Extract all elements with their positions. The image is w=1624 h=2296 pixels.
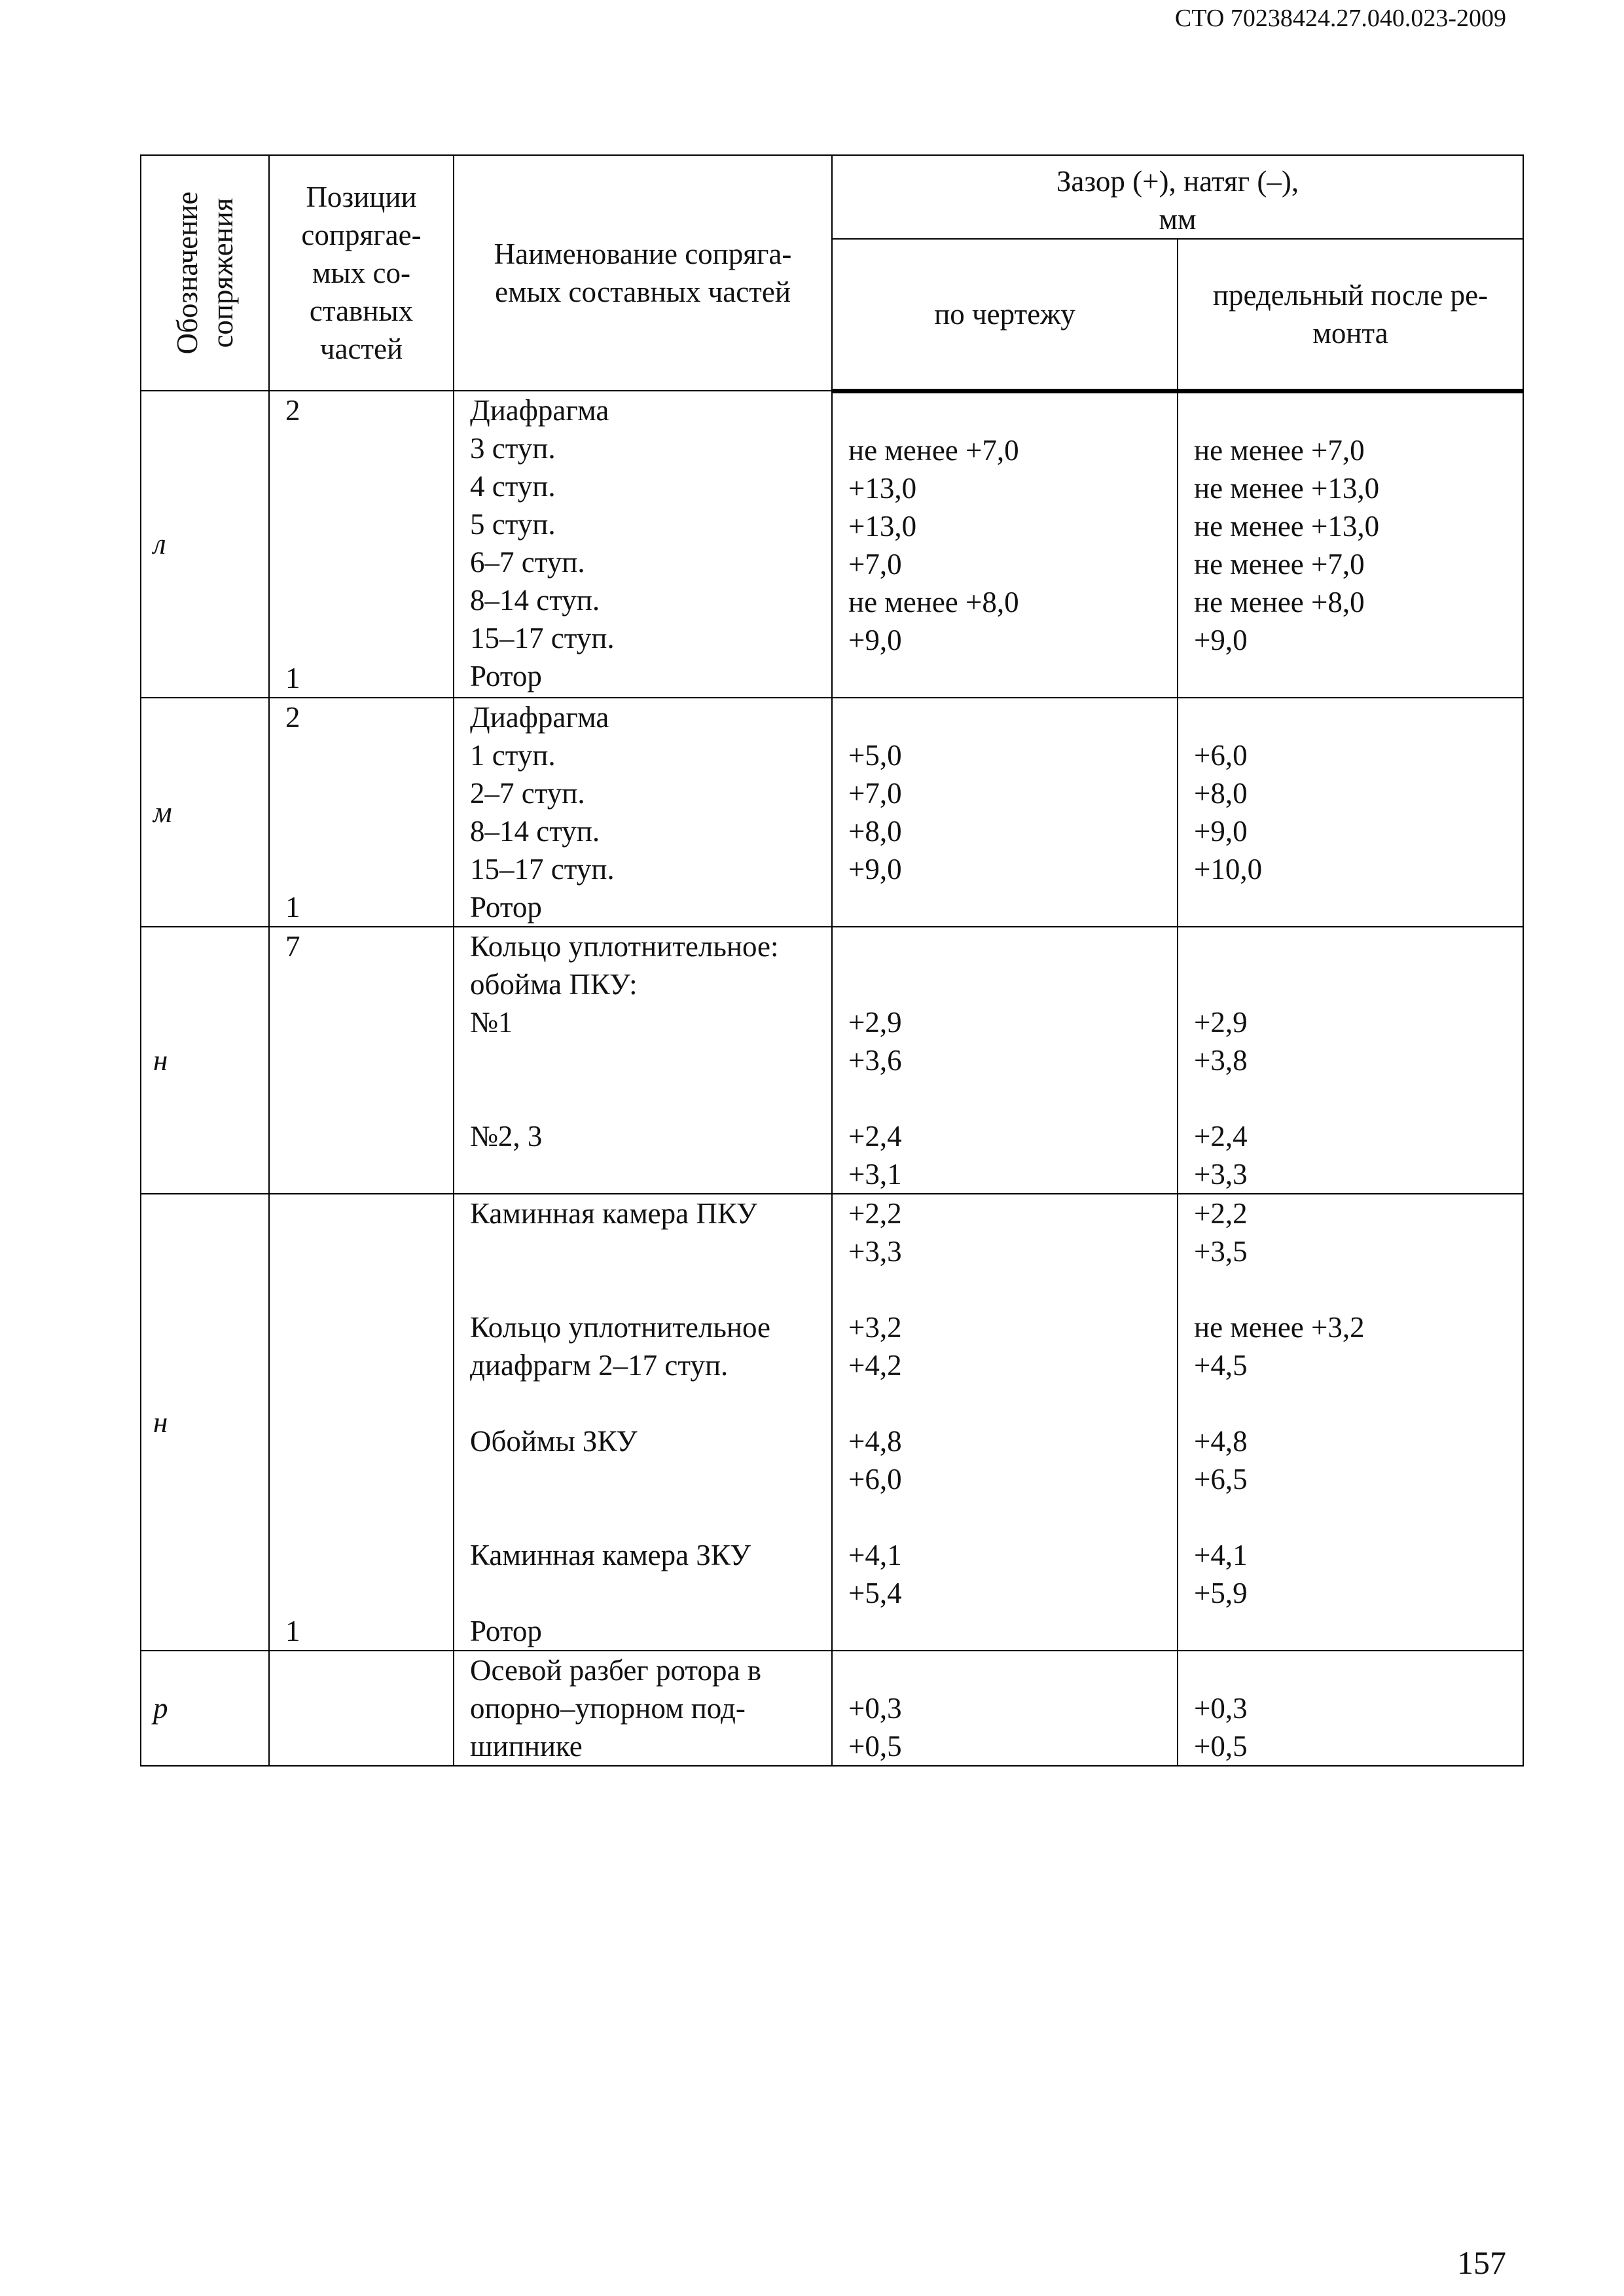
limit-value: +3,5	[1194, 1234, 1248, 1268]
part-name: шипнике	[470, 1729, 583, 1763]
drawing-value	[833, 1651, 1177, 1689]
limit-value: не менее +13,0	[1194, 471, 1380, 505]
drawing-value	[833, 965, 1177, 1003]
limit-value	[1178, 888, 1523, 926]
limit-value	[1178, 1079, 1523, 1117]
designation-cell: л	[141, 391, 269, 698]
drawing-value: +7,0	[848, 776, 902, 810]
drawing-value: +0,3	[848, 1691, 902, 1725]
part-name	[454, 1460, 831, 1498]
limit-value: не менее +7,0	[1194, 433, 1365, 467]
drawing-value: +4,2	[848, 1348, 902, 1382]
drawing-value: +3,2	[848, 1310, 902, 1344]
limit-value	[1178, 1384, 1523, 1422]
drawing-cell	[832, 1651, 1178, 1766]
drawing-value: не менее +7,0	[848, 433, 1019, 467]
table-row	[141, 698, 1523, 927]
drawing-value: +5,4	[848, 1576, 902, 1609]
position-bottom: 1	[285, 661, 300, 694]
col-positions-line-1: Позиции	[306, 181, 417, 213]
limit-value	[1178, 393, 1523, 431]
limit-value: не менее +3,2	[1194, 1310, 1365, 1344]
positions-cell	[269, 1651, 454, 1766]
drawing-value: +3,3	[848, 1234, 902, 1268]
drawing-value	[833, 1384, 1177, 1422]
part-name: Диафрагма	[470, 394, 609, 427]
limit-value: +6,0	[1194, 738, 1248, 772]
limit-cell	[1178, 698, 1523, 927]
drawing-value: +0,5	[848, 1729, 902, 1763]
limit-value: +5,9	[1194, 1576, 1248, 1609]
positions-cell	[269, 391, 454, 698]
part-name	[454, 1155, 831, 1193]
col-drawing-header: по чертежу	[832, 239, 1178, 391]
col-gap-header	[832, 155, 1523, 239]
drawing-value	[833, 888, 1177, 926]
position-top: 2	[285, 700, 300, 734]
limit-value: +0,5	[1194, 1729, 1248, 1763]
part-name: 3 ступ.	[470, 432, 556, 465]
part-name: Кольцо уплотнительное:	[470, 929, 779, 963]
col-positions-line-3: мых со-	[312, 257, 410, 289]
col-positions-line-2: сопрягае-	[301, 219, 422, 251]
limit-value: +4,1	[1194, 1538, 1248, 1571]
drawing-value: +7,0	[848, 547, 902, 581]
col-limit-header	[1178, 239, 1523, 391]
col-designation-line-1: Обозначение	[171, 191, 204, 355]
drawing-value	[833, 1270, 1177, 1308]
position-top: 7	[285, 929, 300, 963]
limit-value: +8,0	[1194, 776, 1248, 810]
part-name: №1	[470, 1005, 513, 1039]
drawing-value: +9,0	[848, 623, 902, 656]
drawing-value: +9,0	[848, 852, 902, 886]
col-gap-line-1: Зазор (+), натяг (–),	[1056, 165, 1299, 198]
limit-value: +9,0	[1194, 814, 1248, 848]
drawing-cell	[832, 927, 1178, 1194]
table-row	[141, 391, 1523, 698]
limit-value: +2,4	[1194, 1119, 1248, 1153]
limit-value	[1178, 659, 1523, 697]
col-name-line-1: Наименование сопряга-	[494, 238, 792, 270]
part-name: 1 ступ.	[470, 738, 556, 772]
designation-cell: м	[141, 698, 269, 927]
drawing-value: +3,1	[848, 1157, 902, 1191]
part-name	[454, 1041, 831, 1079]
drawing-value	[833, 1498, 1177, 1536]
part-name: Обоймы ЗКУ	[470, 1424, 638, 1458]
part-name: Ротор	[470, 890, 542, 924]
document-code: СТО 70238424.27.040.023-2009	[1174, 5, 1506, 32]
drawing-cell	[832, 1194, 1178, 1651]
drawing-value	[833, 698, 1177, 736]
name-cell	[454, 1194, 832, 1651]
part-name: 8–14 ступ.	[470, 584, 600, 617]
part-name: обойма ПКУ:	[470, 967, 638, 1001]
part-name: Каминная камера ЗКУ	[470, 1538, 751, 1571]
table-row	[141, 927, 1523, 1194]
limit-cell	[1178, 391, 1523, 698]
limit-value	[1178, 927, 1523, 965]
page-number: 157	[1457, 2244, 1506, 2281]
part-name: №2, 3	[470, 1119, 543, 1153]
col-designation-line-2: сопряжения	[206, 198, 239, 348]
drawing-value: +3,6	[848, 1043, 902, 1077]
limit-value: +10,0	[1194, 852, 1263, 886]
drawing-value	[833, 927, 1177, 965]
col-positions-line-5: частей	[319, 332, 403, 365]
part-name: Кольцо уплотнительное	[470, 1310, 770, 1344]
drawing-value: +2,9	[848, 1005, 902, 1039]
limit-value: +2,2	[1194, 1196, 1248, 1230]
positions-cell	[269, 698, 454, 927]
drawing-value: +4,8	[848, 1424, 902, 1458]
limit-cell	[1178, 1194, 1523, 1651]
designation-cell: р	[141, 1651, 269, 1766]
limit-value: +9,0	[1194, 623, 1248, 656]
part-name: Осевой разбег ротора в	[470, 1653, 761, 1687]
drawing-value: +2,4	[848, 1119, 902, 1153]
part-name	[454, 1384, 831, 1422]
designation-cell: н	[141, 927, 269, 1194]
part-name	[454, 1079, 831, 1117]
limit-value: +4,8	[1194, 1424, 1248, 1458]
clearance-table	[140, 154, 1524, 1767]
table-row	[141, 1194, 1523, 1651]
drawing-value	[833, 1079, 1177, 1117]
limit-value: +4,5	[1194, 1348, 1248, 1382]
drawing-value: не менее +8,0	[848, 585, 1019, 619]
position-bottom: 1	[285, 1614, 300, 1647]
part-name: Диафрагма	[470, 700, 609, 734]
table-row	[141, 1651, 1523, 1766]
designation-cell: н	[141, 1194, 269, 1651]
part-name: 8–14 ступ.	[470, 814, 600, 848]
drawing-value	[833, 659, 1177, 697]
limit-value	[1178, 1612, 1523, 1650]
part-name	[454, 1498, 831, 1536]
drawing-value: +5,0	[848, 738, 902, 772]
name-cell	[454, 927, 832, 1194]
drawing-value: +13,0	[848, 509, 917, 543]
col-positions-line-4: ставных	[309, 295, 414, 327]
drawing-value: +6,0	[848, 1462, 902, 1496]
part-name	[454, 1270, 831, 1308]
part-name: диафрагм 2–17 ступ.	[470, 1348, 729, 1382]
part-name: 6–7 ступ.	[470, 546, 585, 579]
part-name: опорно–упорном под-	[470, 1691, 746, 1725]
part-name	[454, 1574, 831, 1612]
name-cell	[454, 391, 832, 698]
drawing-value: +4,1	[848, 1538, 902, 1571]
col-positions-header	[269, 155, 454, 391]
limit-value: +3,8	[1194, 1043, 1248, 1077]
limit-value: +2,9	[1194, 1005, 1248, 1039]
limit-value	[1178, 965, 1523, 1003]
limit-value: не менее +8,0	[1194, 585, 1365, 619]
position-bottom: 1	[285, 890, 300, 924]
part-name: 15–17 ступ.	[470, 852, 615, 886]
col-name-line-2: емых составных частей	[495, 276, 791, 308]
part-name: Ротор	[470, 1614, 542, 1647]
limit-cell	[1178, 927, 1523, 1194]
position-top: 2	[285, 394, 300, 427]
limit-value: +6,5	[1194, 1462, 1248, 1496]
col-gap-line-2: мм	[1159, 203, 1197, 236]
limit-value	[1178, 698, 1523, 736]
part-name: 4 ступ.	[470, 470, 556, 503]
part-name: Каминная камера ПКУ	[470, 1196, 757, 1230]
col-limit-line-2: монта	[1312, 316, 1388, 350]
positions-cell	[269, 1194, 454, 1651]
drawing-value: +13,0	[848, 471, 917, 505]
limit-value	[1178, 1270, 1523, 1308]
positions-cell	[269, 927, 454, 1194]
drawing-value: +2,2	[848, 1196, 902, 1230]
drawing-value	[833, 393, 1177, 431]
col-name-header	[454, 155, 832, 391]
drawing-value	[833, 1612, 1177, 1650]
limit-value: +3,3	[1194, 1157, 1248, 1191]
part-name: Ротор	[470, 660, 542, 692]
part-name: 5 ступ.	[470, 508, 556, 541]
drawing-value: +8,0	[848, 814, 902, 848]
name-cell	[454, 698, 832, 927]
limit-value	[1178, 1651, 1523, 1689]
part-name: 15–17 ступ.	[470, 622, 615, 655]
col-limit-line-1: предельный после ре-	[1212, 278, 1489, 312]
limit-value: не менее +13,0	[1194, 509, 1380, 543]
drawing-cell	[832, 698, 1178, 927]
drawing-cell	[832, 391, 1178, 698]
col-designation-header	[141, 155, 269, 391]
name-cell	[454, 1651, 832, 1766]
limit-value: +0,3	[1194, 1691, 1248, 1725]
limit-value: не менее +7,0	[1194, 547, 1365, 581]
limit-value	[1178, 1498, 1523, 1536]
part-name: 2–7 ступ.	[470, 776, 585, 810]
part-name	[454, 1232, 831, 1270]
limit-cell	[1178, 1651, 1523, 1766]
